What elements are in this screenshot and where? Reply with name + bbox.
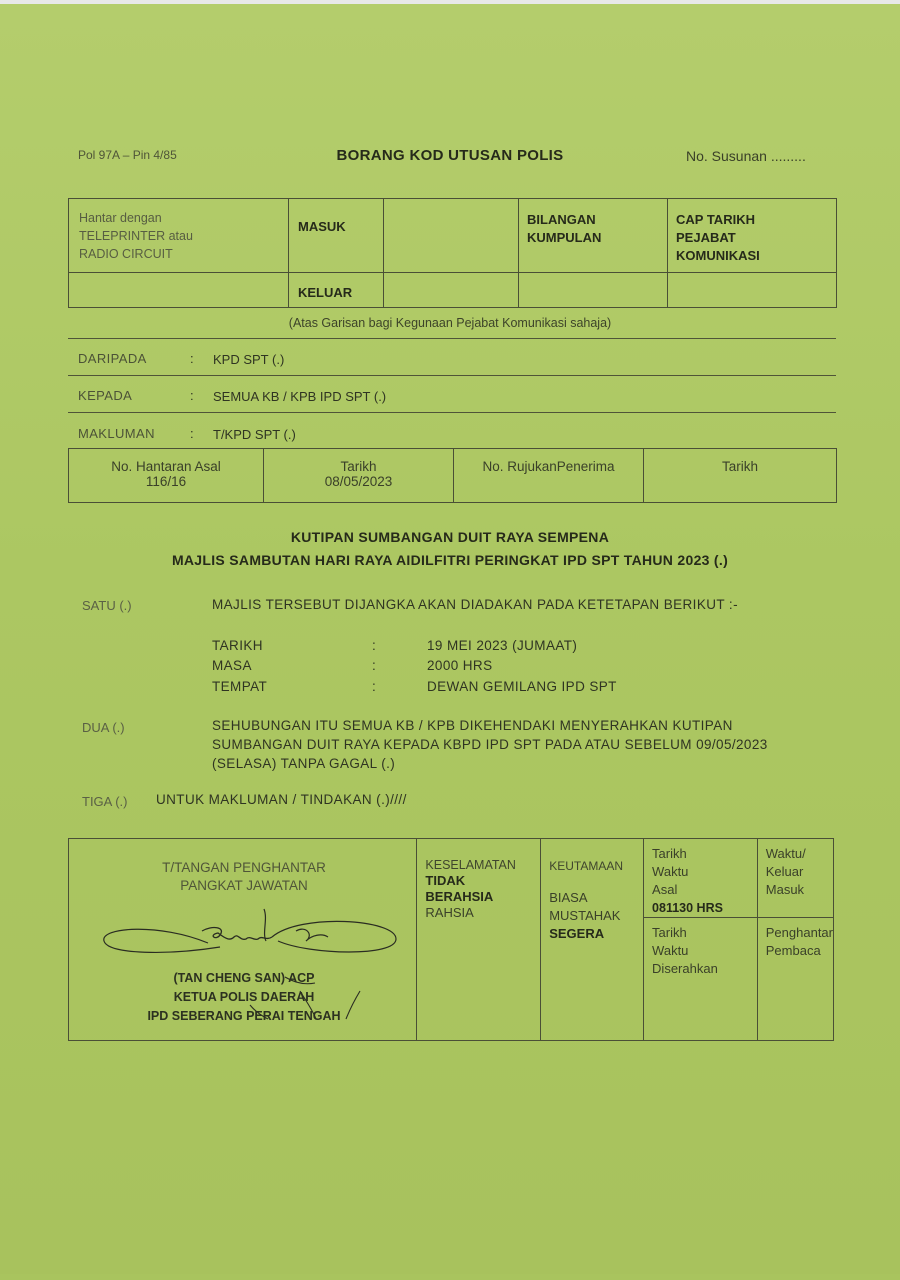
ttangan-label: T/TANGAN PENGHANTAR bbox=[162, 860, 326, 875]
makluman-value: T/KPD SPT (.) bbox=[213, 427, 296, 442]
empty-cell bbox=[519, 273, 668, 308]
comm-office-note: (Atas Garisan bagi Kegunaan Pejabat Komunikasi sahaja) bbox=[288, 316, 612, 330]
no-hantaran-cell bbox=[69, 449, 264, 503]
divider bbox=[68, 375, 836, 376]
tarikh-label: Tarikh bbox=[340, 459, 377, 474]
penghantar-pembaca-cell bbox=[757, 918, 833, 1041]
tarikh-value: 08/05/2023 bbox=[324, 474, 393, 489]
makluman-label: MAKLUMAN bbox=[78, 426, 155, 441]
tw-asal-line: Tarikh bbox=[652, 846, 687, 861]
detail-value: 19 MEI 2023 (JUMAAT) bbox=[427, 638, 578, 653]
kepada-label: KEPADA bbox=[78, 388, 133, 403]
masuk-value-cell bbox=[384, 199, 519, 273]
signer-title: KETUA POLIS DAERAH bbox=[173, 990, 315, 1004]
cap-tarikh-cell bbox=[668, 199, 837, 273]
transmission-table bbox=[68, 198, 837, 308]
tarikh-waktu-diserahkan-cell bbox=[644, 918, 758, 1041]
detail-label: MASA bbox=[212, 658, 252, 673]
bilangan-cell bbox=[519, 199, 668, 273]
colon: : bbox=[372, 638, 377, 653]
subject-line-2: MAJLIS SAMBUTAN HARI RAYA AIDILFITRI PERINGKAT IPD SPT TAHUN 2023 (.) bbox=[171, 552, 729, 568]
signer-name: (TAN CHENG SAN) ACP bbox=[173, 971, 315, 985]
detail-label: TARIKH bbox=[212, 638, 263, 653]
tw-asal-line: Asal bbox=[652, 882, 678, 897]
cap-line: PEJABAT bbox=[676, 230, 736, 245]
tarikh-cell bbox=[264, 449, 454, 503]
signer-office: IPD SEBERANG PERAI TENGAH bbox=[147, 1009, 341, 1023]
tiga-label: TIGA (.) bbox=[82, 794, 128, 809]
segera-option: SEGERA bbox=[549, 926, 605, 941]
colon: : bbox=[190, 388, 194, 403]
keselamatan-cell bbox=[417, 839, 541, 1041]
pp-line: Pembaca bbox=[765, 943, 821, 958]
no-hantaran-label: No. Hantaran Asal bbox=[111, 459, 221, 474]
keutamaan-label: KEUTAMAAN bbox=[549, 859, 623, 873]
colon: : bbox=[372, 658, 377, 673]
dua-line: (SELASA) TANPA GAGAL (.) bbox=[212, 756, 396, 771]
subject-line-1: KUTIPAN SUMBANGAN DUIT RAYA SEMPENA bbox=[290, 529, 610, 545]
keselamatan-label: KESELAMATAN bbox=[425, 858, 516, 872]
tarikh2-cell bbox=[644, 449, 837, 503]
form-code: Pol 97A – Pin 4/85 bbox=[78, 148, 177, 162]
keluar-value-cell bbox=[384, 273, 519, 308]
detail-value: 2000 HRS bbox=[427, 658, 493, 673]
waktu-keluar-masuk-cell bbox=[757, 839, 833, 918]
rahsia-option: RAHSIA bbox=[425, 905, 474, 920]
tw-asal-line: Waktu bbox=[652, 864, 689, 879]
daripada-value: KPD SPT (.) bbox=[213, 352, 285, 367]
keselamatan-berahsia: BERAHSIA bbox=[425, 889, 494, 904]
susunan-number: No. Susunan ......... bbox=[686, 148, 806, 164]
keutamaan-cell bbox=[541, 839, 644, 1041]
mustahak-option: MUSTAHAK bbox=[549, 908, 621, 923]
bilangan-line: KUMPULAN bbox=[527, 230, 602, 245]
daripada-label: DARIPADA bbox=[78, 351, 147, 366]
send-via-cell bbox=[69, 199, 289, 273]
dua-line: SEHUBUNGAN ITU SEMUA KB / KPB DIKEHENDAKI MENYERAHKAN KUTIPAN bbox=[212, 718, 733, 733]
satu-text: MAJLIS TERSEBUT DIJANGKA AKAN DIADAKAN PADA KETETAPAN BERIKUT :- bbox=[212, 597, 738, 612]
reference-table bbox=[68, 448, 837, 503]
bilangan-line: BILANGAN bbox=[527, 212, 596, 227]
signature-scrawl bbox=[100, 905, 405, 1025]
wkm-line: Masuk bbox=[765, 882, 805, 897]
wkm-line: Keluar bbox=[765, 864, 804, 879]
divider bbox=[68, 412, 836, 413]
wkm-line: Waktu/ bbox=[765, 846, 806, 861]
keluar-label: KELUAR bbox=[289, 273, 384, 308]
satu-label: SATU (.) bbox=[82, 598, 132, 613]
cap-line: CAP TARIKH bbox=[676, 212, 755, 227]
kepada-value: SEMUA KB / KPB IPD SPT (.) bbox=[213, 389, 387, 404]
send-via-line: TELEPRINTER atau bbox=[79, 229, 193, 243]
masuk-label: MASUK bbox=[289, 199, 384, 273]
tarikh2-label: Tarikh bbox=[721, 459, 758, 474]
dua-line: SUMBANGAN DUIT RAYA KEPADA KBPD IPD SPT PADA ATAU SEBELUM 09/05/2023 bbox=[212, 737, 768, 752]
biasa-option: BIASA bbox=[549, 890, 588, 905]
dua-label: DUA (.) bbox=[82, 720, 125, 735]
detail-label: TEMPAT bbox=[212, 679, 268, 694]
form-title: BORANG KOD UTUSAN POLIS bbox=[336, 147, 564, 164]
twd-line: Diserahkan bbox=[652, 961, 718, 976]
asal-time-value: 081130 HRS bbox=[652, 901, 723, 915]
divider bbox=[68, 338, 836, 339]
cap-line: KOMUNIKASI bbox=[676, 248, 760, 263]
detail-value: DEWAN GEMILANG IPD SPT bbox=[427, 679, 617, 694]
twd-line: Waktu bbox=[652, 943, 689, 958]
tiga-text: UNTUK MAKLUMAN / TINDAKAN (.)//// bbox=[156, 792, 407, 807]
pp-line: Penghantar bbox=[765, 925, 833, 940]
pangkat-label: PANGKAT JAWATAN bbox=[180, 878, 308, 893]
colon: : bbox=[372, 679, 377, 694]
send-via-line: Hantar dengan bbox=[79, 211, 162, 225]
rujukan-label: No. RujukanPenerima bbox=[482, 459, 615, 474]
colon: : bbox=[190, 426, 194, 441]
send-via-line: RADIO CIRCUIT bbox=[79, 247, 173, 261]
keselamatan-tidak: TIDAK bbox=[425, 873, 466, 888]
empty-cell bbox=[668, 273, 837, 308]
empty-cell bbox=[69, 273, 289, 308]
tarikh-waktu-asal-cell bbox=[644, 839, 758, 918]
colon: : bbox=[190, 351, 194, 366]
rujukan-cell bbox=[454, 449, 644, 503]
no-hantaran-value: 116/16 bbox=[145, 474, 187, 489]
twd-line: Tarikh bbox=[652, 925, 687, 940]
